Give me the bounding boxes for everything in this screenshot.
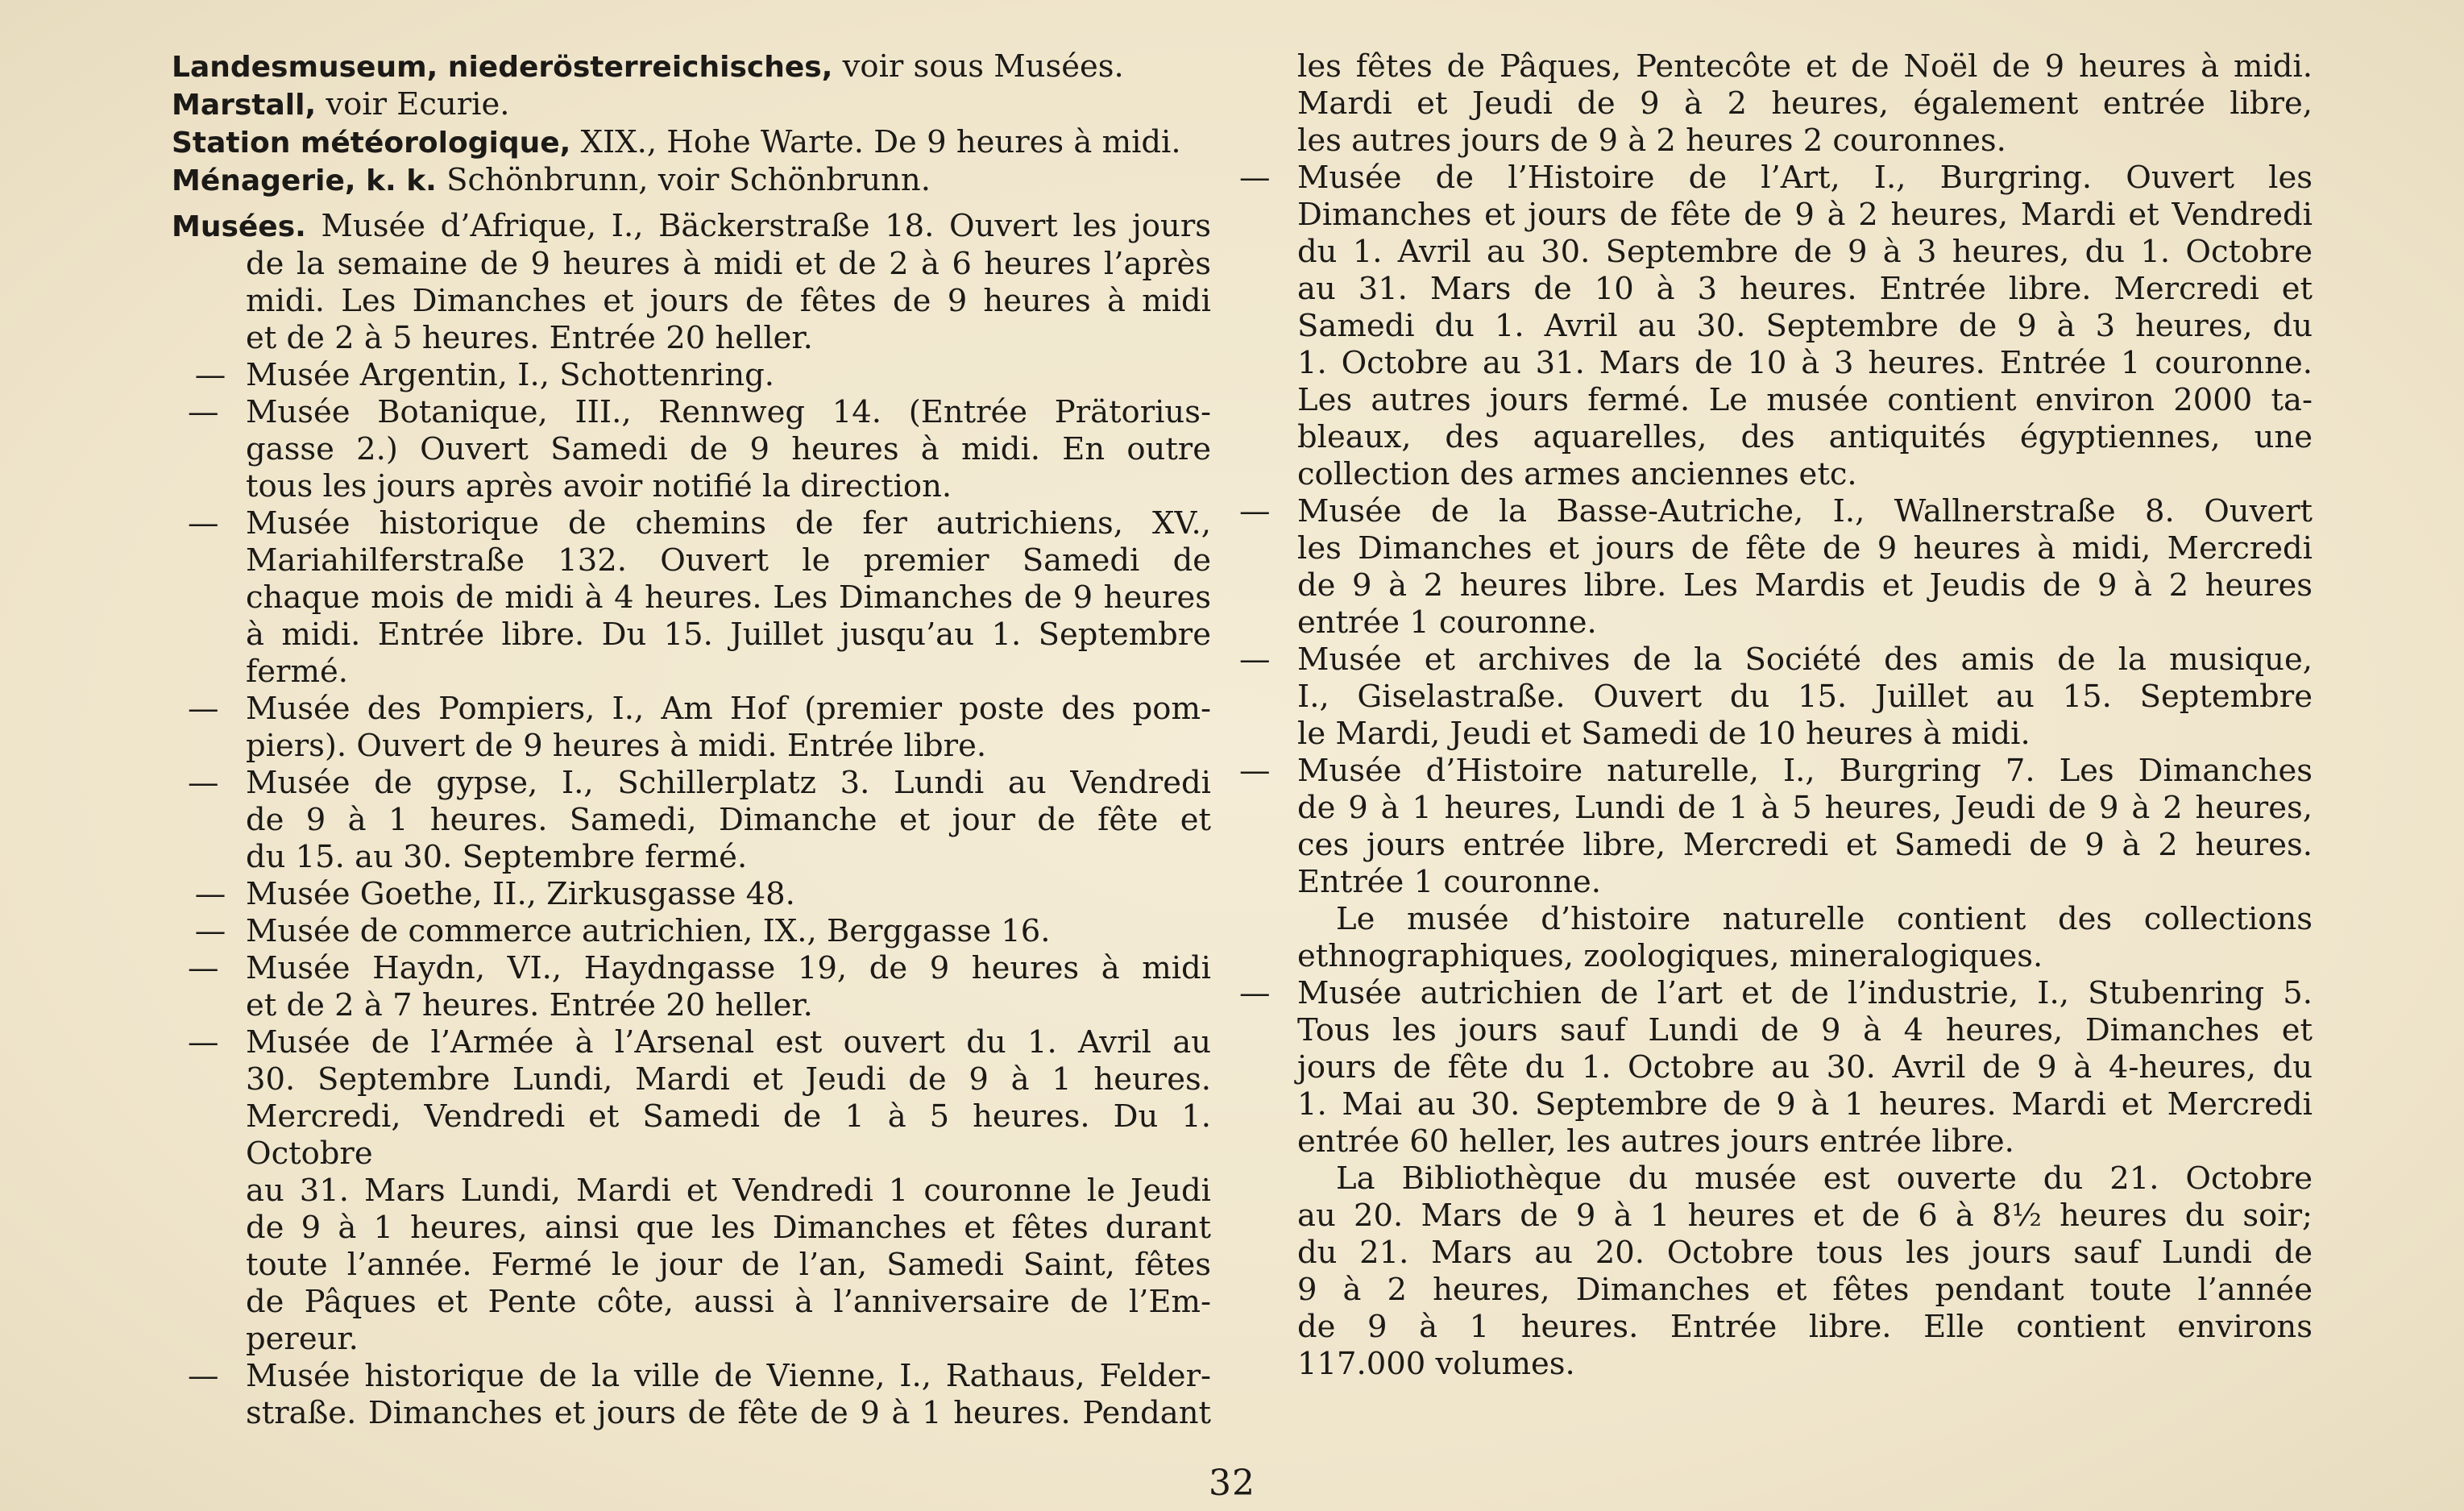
entry-text: Musée d’Afrique, I., Bäckerstraße 18. Ouvert les jours (305, 208, 1211, 244)
entry-text: gasse 2.) Ouvert Samedi de 9 heures à midi. En outre (246, 431, 1211, 467)
entry-text: Musée autrichien de l’art et de l’industrie, I., Stubenring 5. (1297, 975, 2313, 1011)
dash-mark: — (194, 357, 226, 393)
dash-mark: — (188, 950, 219, 986)
entry-text: straße. Dimanches et jours de fête de 9 à 1 heures. Pendant (246, 1395, 1211, 1431)
entry-text: tous les jours après avoir notifié la direction. (246, 468, 952, 504)
dash-mark: — (188, 394, 219, 430)
entry-text: entrée 1 couronne. (1297, 604, 1597, 641)
entry-text: de 9 à 1 heures. Samedi, Dimanche et jour de fête et (246, 802, 1211, 838)
entry-text: de 9 à 1 heures, Lundi de 1 à 5 heures, Jeudi de 9 à 2 heures, (1297, 790, 2313, 826)
entry-text: Mardi et Jeudi de 9 à 2 heures, également entrée libre, (1297, 85, 2313, 122)
entry-text: ces jours entrée libre, Mercredi et Samedi de 9 à 2 heures. (1297, 827, 2313, 863)
entry-histoire-naturelle (1239, 753, 2313, 975)
dash-mark: — (194, 876, 226, 912)
entry-head: Marstall, (172, 89, 317, 122)
entry-text: du 15. au 30. Septembre fermé. (246, 839, 748, 875)
entry-text: Musée de l’Armée à l’Arsenal est ouvert du 1. Avril au (246, 1024, 1211, 1061)
dash-mark: — (1239, 160, 1271, 196)
entry-text: Musée Haydn, VI., Haydngasse 19, de 9 heures à midi (246, 950, 1211, 986)
entry-botanique (172, 394, 1211, 505)
entry-text: 1. Mai au 30. Septembre de 9 à 1 heures. Mardi et Mercredi (1297, 1086, 2313, 1123)
entry-text: Musée historique de la ville de Vienne, I., Rathaus, Felder- (246, 1358, 1211, 1394)
entry-chemins-de-fer (172, 505, 1211, 691)
entry-text: 1. Octobre au 31. Mars de 10 à 3 heures. Entrée 1 couronne. (1297, 345, 2313, 381)
entry-head: Ménagerie, k. k. (172, 164, 437, 197)
entry-text: et de 2 à 7 heures. Entrée 20 heller. (246, 987, 813, 1023)
entry-text: entrée 60 heller, les autres jours entrée libre. (1297, 1123, 2014, 1160)
dash-mark: — (194, 913, 226, 949)
entry-text: Les autres jours fermé. Le musée contient environ 2000 ta- (1297, 382, 2313, 418)
entry-text: Musée de l’Histoire de l’Art, I., Burgring. Ouvert les (1297, 160, 2313, 196)
entry-text: du 21. Mars au 20. Octobre tous les jours sauf Lundi de (1297, 1235, 2313, 1271)
entry-ville-continued (1297, 48, 2313, 160)
dash-mark: — (188, 505, 219, 542)
dash-mark: — (188, 1024, 219, 1061)
entry-marstall (172, 86, 1211, 124)
entry-goethe (172, 876, 1211, 913)
entry-text: Musée historique de chemins de fer autrichiens, XV., (246, 505, 1211, 542)
entry-text: Musée de la Basse-Autriche, I., Wallnerstraße 8. Ouvert (1297, 493, 2313, 529)
entry-text: 117.000 volumes. (1297, 1346, 1575, 1382)
entry-ville-de-vienne (172, 1358, 1211, 1432)
entry-basse-autriche (1239, 493, 2313, 641)
entry-text: Mariahilferstraße 132. Ouvert le premier Samedi de (246, 542, 1211, 579)
entry-argentin (172, 357, 1211, 394)
dash-mark: — (1239, 641, 1271, 678)
entry-haydn (172, 950, 1211, 1024)
dash-mark: — (1239, 975, 1271, 1011)
entry-text: au 20. Mars de 9 à 1 heures et de 6 à 8½ heures du soir; (1297, 1198, 2313, 1234)
entry-text: Musée de gypse, I., Schillerplatz 3. Lundi au Vendredi (246, 765, 1211, 801)
entry-text: collection des armes anciennes etc. (1297, 456, 1857, 492)
entry-text: au 31. Mars Lundi, Mardi et Vendredi 1 couronne le Jeudi (246, 1173, 1211, 1209)
entry-station (172, 124, 1211, 162)
entry-text: de la semaine de 9 heures à midi et de 2 à 6 heures l’après (246, 246, 1211, 282)
entry-text: et de 2 à 5 heures. Entrée 20 heller. (246, 320, 813, 356)
right-column (1239, 48, 2313, 1383)
entry-text: 30. Septembre Lundi, Mardi et Jeudi de 9 à 1 heures. (246, 1061, 1211, 1098)
entry-text: Musée Goethe, II., Zirkusgasse 48. (246, 876, 795, 912)
entry-text: Musée d’Histoire naturelle, I., Burgring 7. Les Dimanches (1297, 753, 2313, 789)
entry-art-industrie (1239, 975, 2313, 1160)
entry-text: Musée des Pompiers, I., Am Hof (premier poste des pom- (246, 691, 1211, 727)
dash-mark: — (188, 691, 219, 727)
entry-text: ethnographiques, zoologiques, mineralogiques. (1297, 938, 2043, 974)
entry-head: Station météorologique, (172, 127, 571, 160)
entry-text: piers). Ouvert de 9 heures à midi. Entrée libre. (246, 728, 987, 764)
entry-text: La Bibliothèque du musée est ouverte du 21. Octobre (1336, 1160, 2313, 1197)
entry-pompiers (172, 691, 1211, 765)
entry-text: à midi. Entrée libre. Du 15. Juillet jusqu’au 1. Septembre (246, 616, 1211, 653)
entry-text: Musée de commerce autrichien, IX., Berggasse 16. (246, 913, 1051, 949)
dash-mark: — (188, 1358, 219, 1394)
entry-text: voir sous Musées. (832, 48, 1124, 85)
entry-menagerie (172, 162, 1211, 200)
entry-text: de Pâques et Pente côte, aussi à l’anniversaire de l’Em- (246, 1284, 1211, 1320)
entry-text: chaque mois de midi à 4 heures. Les Dimanches de 9 heures (246, 579, 1211, 616)
entry-text: le Mardi, Jeudi et Samedi de 10 heures à midi. (1297, 716, 2031, 752)
entry-text: voir Ecurie. (316, 86, 510, 122)
entry-text: Le musée d’histoire naturelle contient des collections (1336, 901, 2313, 937)
entry-text: jours de fête du 1. Octobre au 30. Avril de 9 à 4-heures, du (1297, 1049, 2313, 1086)
entry-text: de 9 à 1 heures. Entrée libre. Elle contient environs (1297, 1309, 2313, 1345)
entry-text: au 31. Mars de 10 à 3 heures. Entrée libre. Mercredi et (1297, 271, 2313, 307)
entry-text: Entrée 1 couronne. (1297, 864, 1602, 900)
left-column (172, 48, 1211, 1432)
entry-armee (172, 1024, 1211, 1358)
entry-text: pereur. (246, 1321, 359, 1357)
entry-text: Samedi du 1. Avril au 30. Septembre de 9 à 3 heures, du (1297, 308, 2313, 344)
entry-text: midi. Les Dimanches et jours de fêtes de 9 heures à midi (246, 283, 1211, 319)
dash-mark: — (1239, 753, 1271, 789)
entry-musees (172, 208, 1211, 357)
entry-head: Landesmuseum, niederösterreichisches, (172, 51, 833, 84)
entry-landesmuseum (172, 48, 1211, 86)
entry-text: les autres jours de 9 à 2 heures 2 couronnes. (1297, 122, 2006, 159)
entry-text: Mercredi, Vendredi et Samedi de 1 à 5 heures. Du 1. Octobre (246, 1098, 1211, 1172)
entry-head: Musées. (172, 210, 306, 243)
entry-amis-musique (1239, 641, 2313, 753)
dash-mark: — (1239, 493, 1271, 529)
entry-text: XIX., Hohe Warte. De 9 heures à midi. (570, 124, 1181, 160)
entry-text: Tous les jours sauf Lundi de 9 à 4 heures, Dimanches et (1297, 1012, 2313, 1048)
entry-text: de 9 à 1 heures, ainsi que les Dimanches et fêtes durant (246, 1210, 1211, 1246)
entry-text: bleaux, des aquarelles, des antiquités égyptiennes, une (1297, 419, 2313, 455)
entry-text: les fêtes de Pâques, Pentecôte et de Noël de 9 heures à midi. (1297, 48, 2313, 85)
entry-text: Musée et archives de la Société des amis de la musique, (1297, 641, 2313, 678)
entry-histoire-art (1239, 160, 2313, 493)
entry-text: I., Giselastraße. Ouvert du 15. Juillet au 15. Septembre (1297, 679, 2313, 715)
entry-text: toute l’année. Fermé le jour de l’an, Samedi Saint, fêtes (246, 1247, 1211, 1283)
entry-gypse (172, 765, 1211, 876)
dash-mark: — (188, 765, 219, 801)
entry-text: Musée Botanique, III., Rennweg 14. (Entrée Prätorius- (246, 394, 1211, 430)
entry-text: du 1. Avril au 30. Septembre de 9 à 3 heures, du 1. Octobre (1297, 234, 2313, 270)
entry-commerce (172, 913, 1211, 950)
entry-text: de 9 à 2 heures libre. Les Mardis et Jeudis de 9 à 2 heures (1297, 567, 2313, 604)
entry-bibliotheque (1297, 1160, 2313, 1383)
entry-text: Schönbrunn, voir Schönbrunn. (436, 162, 931, 198)
entry-text: Musée Argentin, I., Schottenring. (246, 357, 775, 393)
entry-text: Dimanches et jours de fête de 9 à 2 heures, Mardi et Vendredi (1297, 197, 2313, 233)
entry-text: 9 à 2 heures, Dimanches et fêtes pendant toute l’année (1297, 1272, 2313, 1308)
page-number: 32 (1209, 1463, 1255, 1504)
entry-text: les Dimanches et jours de fête de 9 heures à midi, Mercredi (1297, 530, 2313, 567)
entry-text: fermé. (246, 654, 348, 690)
